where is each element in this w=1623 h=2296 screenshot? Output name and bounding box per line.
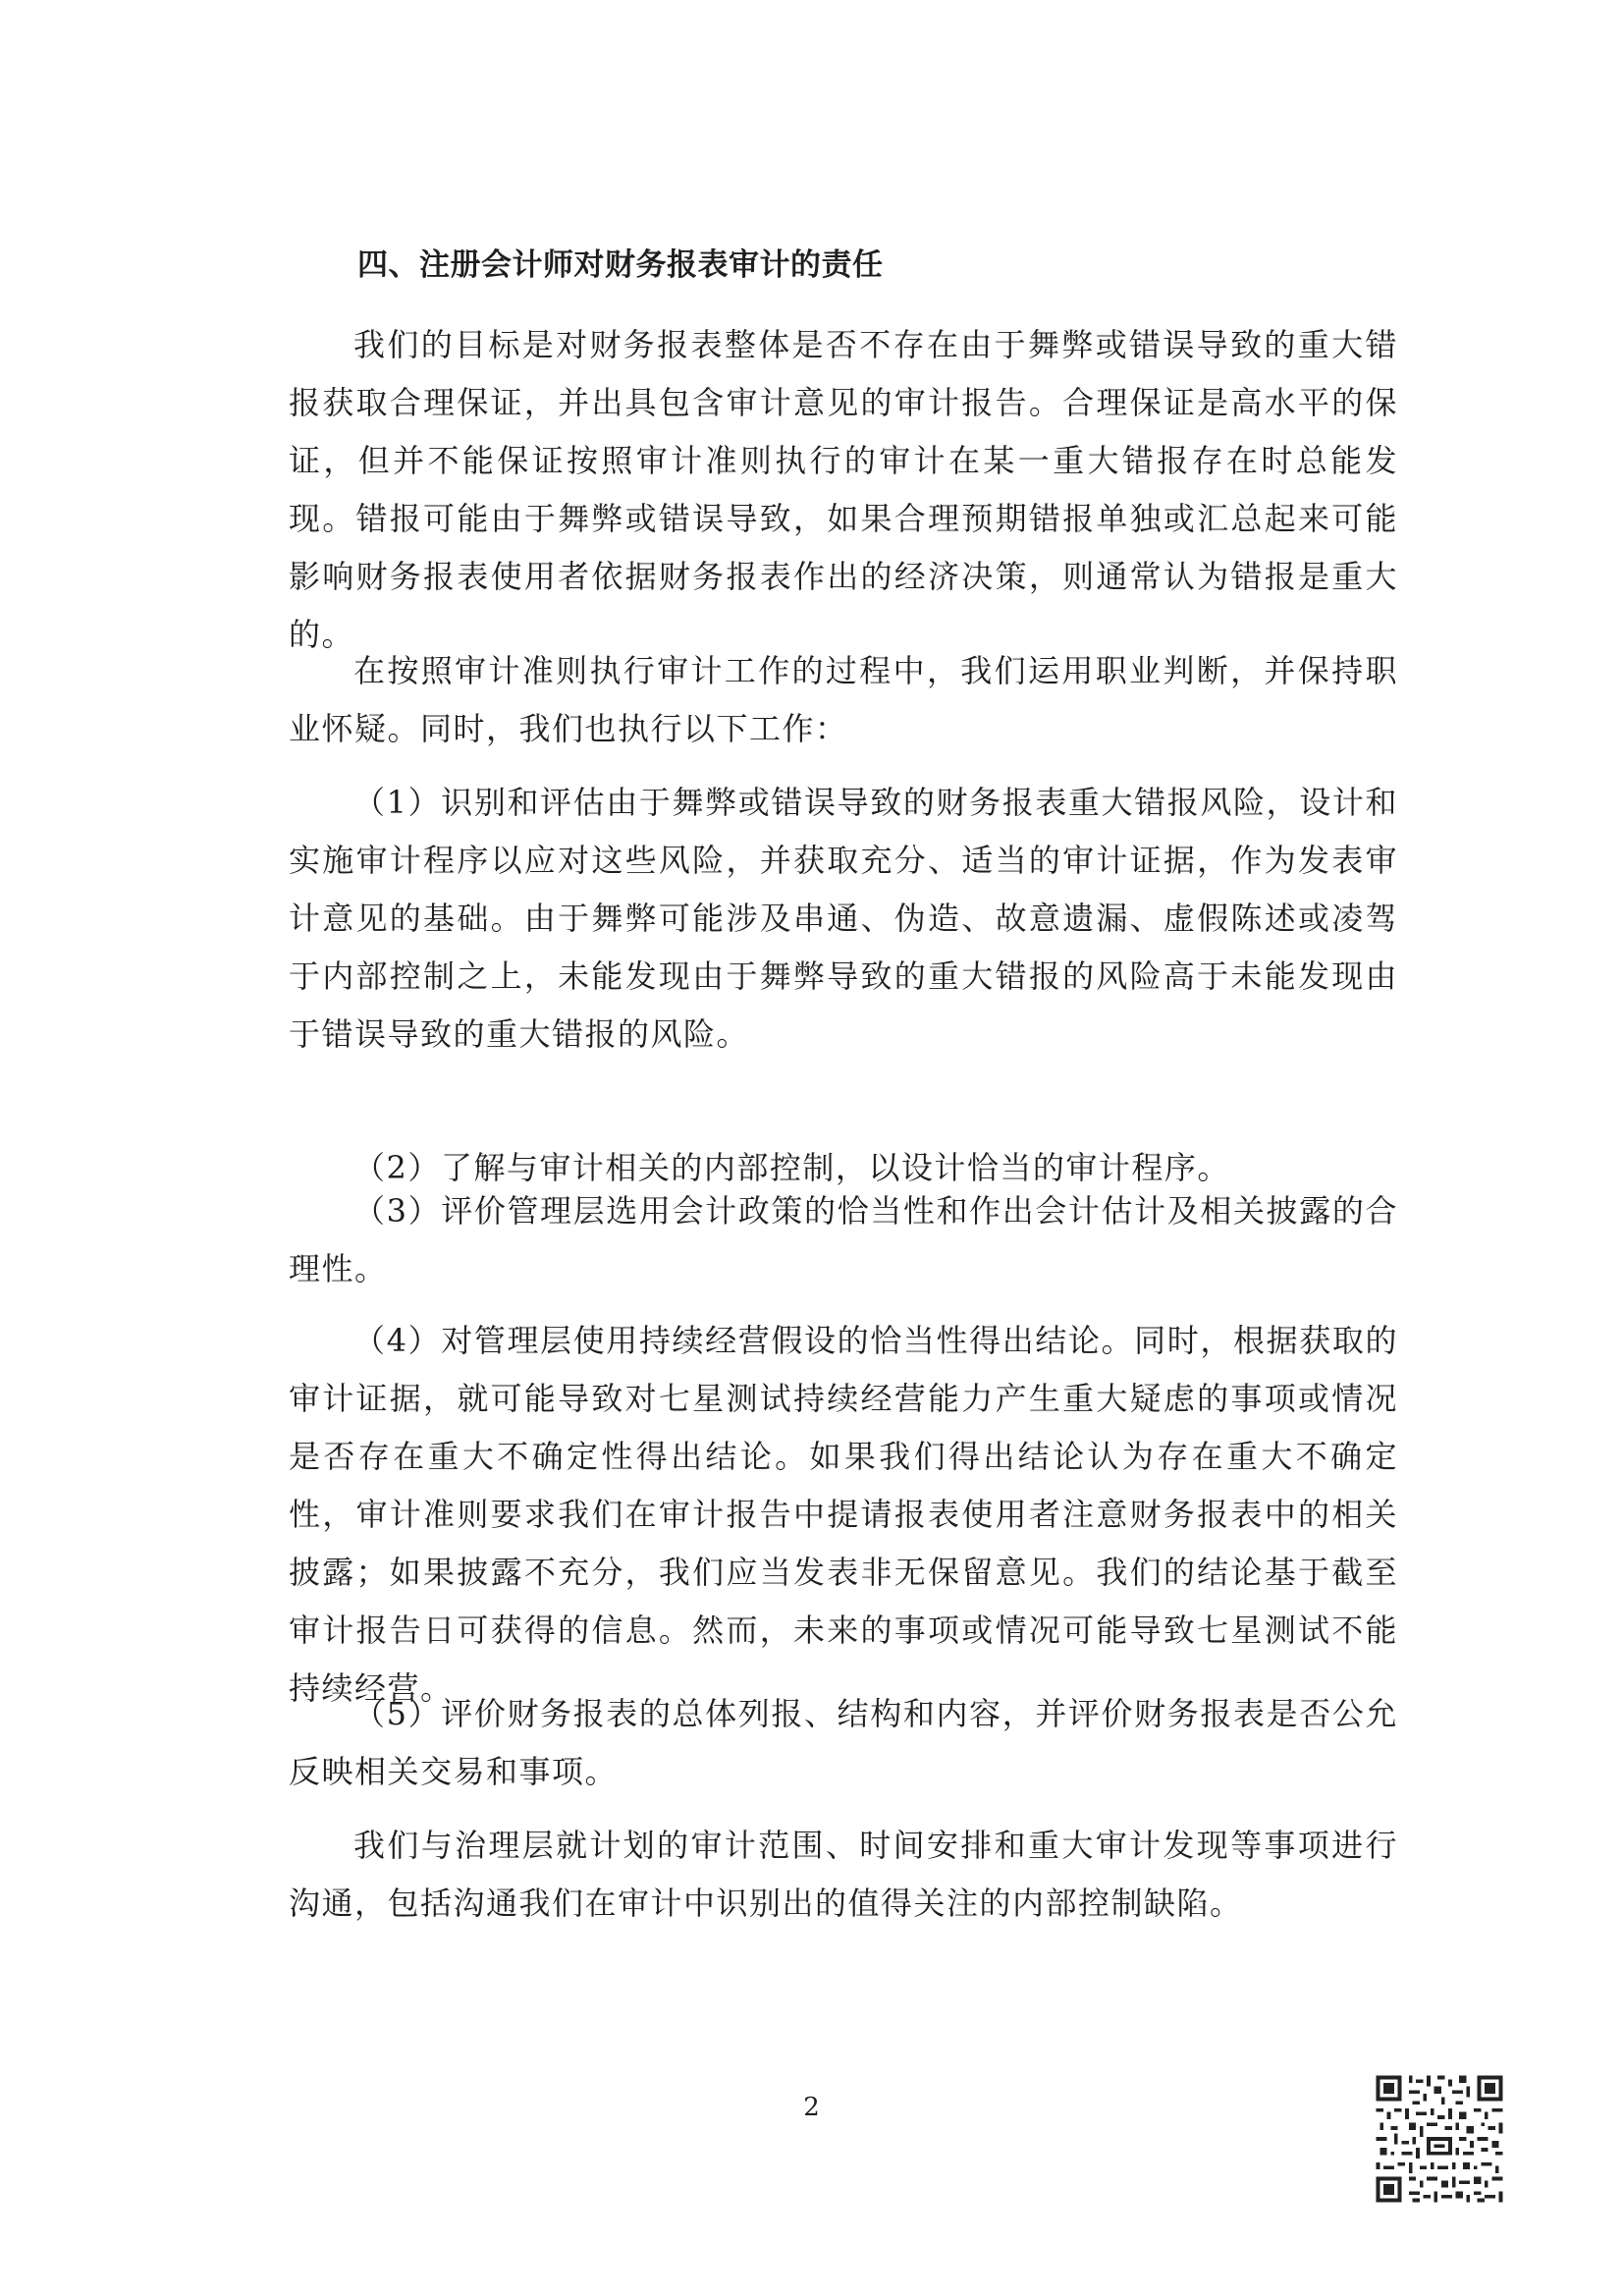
paragraph-item-2: （2）了解与审计相关的内部控制，以设计恰当的审计程序。	[353, 1149, 1230, 1186]
paragraph-item-3: （3）评价管理层选用会计政策的恰当性和作出会计估计及相关披露的合理性。	[289, 1192, 1398, 1287]
paragraph-audit-objective: 我们的目标是对财务报表整体是否不存在由于舞弊或错误导致的重大错报获取合理保证，并出具包含审计意见的审计报告。合理保证是高水平的保证，但并不能保证按照审计准则执行的审计在某一重大错报存在时总能发现。错报可能由于舞弊或错误导致，如果合理预期错报单独或汇总起来可能影响财务报表使用者依据财务报表作出的经济决策，则通常认为错报是重大的。	[289, 326, 1398, 653]
page-number: 2	[803, 2093, 820, 2122]
paragraph-item-5: （5）评价财务报表的总体列报、结构和内容，并评价财务报表是否公允反映相关交易和事项。	[289, 1695, 1398, 1790]
section-heading: 四、注册会计师对财务报表审计的责任	[357, 247, 884, 283]
paragraph-item-4: （4）对管理层使用持续经营假设的恰当性得出结论。同时，根据获取的审计证据，就可能导致对七星测试持续经营能力产生重大疑虑的事项或情况是否存在重大不确定性得出结论。如果我们得出结论认为存在重大不确定性，审计准则要求我们在审计报告中提请报表使用者注意财务报表中的相关披露；如果披露不充分，我们应当发表非无保留意见。我们的结论基于截至审计报告日可获得的信息。然而，未来的事项或情况可能导致七星测试不能持续经营。	[289, 1322, 1398, 1707]
paragraph-governance-communication: 我们与治理层就计划的审计范围、时间安排和重大审计发现等事项进行沟通，包括沟通我们在审计中识别出的值得关注的内部控制缺陷。	[289, 1827, 1398, 1922]
paragraph-item-1: （1）识别和评估由于舞弊或错误导致的财务报表重大错报风险，设计和实施审计程序以应对这些风险，并获取充分、适当的审计证据，作为发表审计意见的基础。由于舞弊可能涉及串通、伪造、故意遗漏、虚假陈述或凌驾于内部控制之上，未能发现由于舞弊导致的重大错报的风险高于未能发现由于错误导致的重大错报的风险。	[289, 784, 1398, 1053]
qr-code-icon	[1373, 2072, 1506, 2206]
paragraph-work-intro: 在按照审计准则执行审计工作的过程中，我们运用职业判断，并保持职业怀疑。同时，我们也执行以下工作：	[289, 652, 1398, 747]
